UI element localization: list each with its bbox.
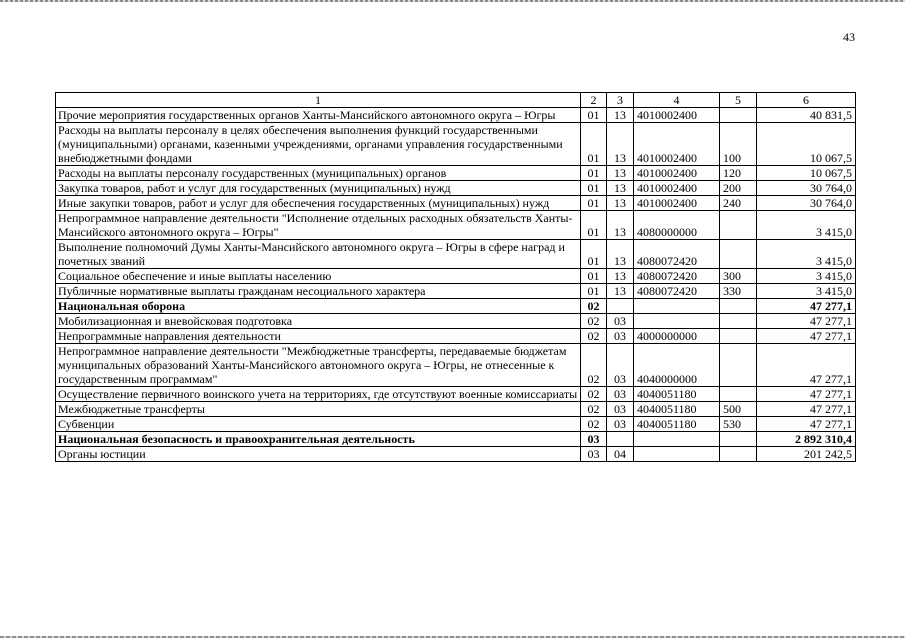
cell-target-article	[634, 447, 720, 462]
table-row	[56, 417, 856, 432]
cell-amount: 3 415,0	[757, 240, 856, 269]
cell-target-article	[634, 432, 720, 447]
cell-expense-type: 240	[720, 196, 757, 211]
table-row	[56, 108, 856, 123]
cell-section: 02	[581, 417, 607, 432]
cell-name: Непрограммное направление деятельности "Исполнение отдельных расходных обязательств Ханты-Мансийского автономного округа – Югры"	[56, 211, 581, 240]
cell-amount: 40 831,5	[757, 108, 856, 123]
cell-name: Иные закупки товаров, работ и услуг для обеспечения государственных (муниципальных) нужд	[56, 196, 581, 211]
cell-name: Субвенции	[56, 417, 581, 432]
cell-section: 02	[581, 402, 607, 417]
cell-expense-type: 200	[720, 181, 757, 196]
column-header: 1	[56, 93, 581, 108]
cell-expense-type: 300	[720, 269, 757, 284]
cell-name: Социальное обеспечение и иные выплаты населению	[56, 269, 581, 284]
cell-target-article: 4040051180	[634, 417, 720, 432]
cell-name: Прочие мероприятия государственных органов Ханты-Мансийского автономного округа – Югры	[56, 108, 581, 123]
cell-expense-type	[720, 387, 757, 402]
cell-amount: 30 764,0	[757, 196, 856, 211]
cell-section: 02	[581, 344, 607, 387]
cell-target-article: 4040000000	[634, 344, 720, 387]
cell-expense-type	[720, 240, 757, 269]
cell-target-article: 4040051180	[634, 387, 720, 402]
cell-section: 01	[581, 108, 607, 123]
cell-subsection: 03	[607, 344, 634, 387]
cell-subsection: 03	[607, 417, 634, 432]
table-row	[56, 432, 856, 447]
cell-target-article: 4080072420	[634, 284, 720, 299]
cell-amount: 3 415,0	[757, 284, 856, 299]
cell-expense-type: 100	[720, 123, 757, 166]
cell-target-article	[634, 299, 720, 314]
cell-target-article: 4010002400	[634, 181, 720, 196]
column-header: 3	[607, 93, 634, 108]
cell-target-article: 4010002400	[634, 166, 720, 181]
cell-expense-type	[720, 432, 757, 447]
cell-target-article: 4010002400	[634, 108, 720, 123]
table-row	[56, 181, 856, 196]
column-header: 6	[757, 93, 856, 108]
cell-section: 01	[581, 166, 607, 181]
cell-expense-type: 530	[720, 417, 757, 432]
cell-amount: 47 277,1	[757, 417, 856, 432]
cell-name: Осуществление первичного воинского учета на территориях, где отсутствуют военные комиссариаты	[56, 387, 581, 402]
cell-name: Органы юстиции	[56, 447, 581, 462]
cell-subsection: 03	[607, 314, 634, 329]
cell-subsection: 03	[607, 329, 634, 344]
cell-amount: 3 415,0	[757, 211, 856, 240]
cell-subsection: 13	[607, 284, 634, 299]
table-row	[56, 211, 856, 240]
cell-target-article: 4010002400	[634, 123, 720, 166]
cell-expense-type	[720, 344, 757, 387]
table-row	[56, 166, 856, 181]
table-row	[56, 314, 856, 329]
cell-subsection: 13	[607, 269, 634, 284]
cell-expense-type: 120	[720, 166, 757, 181]
cell-expense-type: 500	[720, 402, 757, 417]
column-header: 5	[720, 93, 757, 108]
cell-name: Непрограммное направление деятельности "Межбюджетные трансферты, передаваемые бюджетам муниципальных образований Ханты-Мансийского автономного округа – Югры, не отнесенные к государственным программам"	[56, 344, 581, 387]
cell-name: Межбюджетные трансферты	[56, 402, 581, 417]
cell-name: Закупка товаров, работ и услуг для государственных (муниципальных) нужд	[56, 181, 581, 196]
table-row	[56, 269, 856, 284]
cell-section: 01	[581, 269, 607, 284]
cell-section: 01	[581, 181, 607, 196]
cell-amount: 47 277,1	[757, 329, 856, 344]
cell-target-article: 4000000000	[634, 329, 720, 344]
cell-target-article: 4080072420	[634, 269, 720, 284]
table-row	[56, 284, 856, 299]
cell-expense-type	[720, 211, 757, 240]
cell-expense-type	[720, 329, 757, 344]
cell-amount: 30 764,0	[757, 181, 856, 196]
cell-section: 01	[581, 284, 607, 299]
cell-subsection: 13	[607, 181, 634, 196]
cell-expense-type	[720, 299, 757, 314]
cell-amount: 47 277,1	[757, 344, 856, 387]
cell-subsection: 13	[607, 123, 634, 166]
cell-amount: 2 892 310,4	[757, 432, 856, 447]
cell-amount: 10 067,5	[757, 166, 856, 181]
cell-amount: 47 277,1	[757, 299, 856, 314]
table-row	[56, 196, 856, 211]
cell-subsection: 13	[607, 196, 634, 211]
budget-table	[55, 92, 856, 462]
table-row	[56, 299, 856, 314]
cell-name: Расходы на выплаты персоналу в целях обеспечения выполнения функций государственными (муниципальными) органами, казенными учреждениями, органами управления государственными внебюджетными фондами	[56, 123, 581, 166]
cell-target-article	[634, 314, 720, 329]
table-row	[56, 240, 856, 269]
page-number: 43	[843, 30, 855, 44]
table-row	[56, 387, 856, 402]
scan-edge-bottom	[0, 636, 905, 638]
cell-section: 02	[581, 329, 607, 344]
cell-target-article: 4040051180	[634, 402, 720, 417]
table-row	[56, 123, 856, 166]
cell-expense-type	[720, 108, 757, 123]
cell-amount: 3 415,0	[757, 269, 856, 284]
cell-section: 01	[581, 211, 607, 240]
cell-section: 02	[581, 387, 607, 402]
cell-section: 02	[581, 299, 607, 314]
cell-target-article: 4010002400	[634, 196, 720, 211]
cell-section: 01	[581, 123, 607, 166]
cell-section: 01	[581, 196, 607, 211]
cell-expense-type	[720, 314, 757, 329]
column-header: 2	[581, 93, 607, 108]
cell-name: Национальная безопасность и правоохранительная деятельность	[56, 432, 581, 447]
table-row	[56, 447, 856, 462]
cell-amount: 47 277,1	[757, 387, 856, 402]
cell-subsection: 13	[607, 108, 634, 123]
scan-edge-top	[0, 0, 905, 2]
cell-name: Выполнение полномочий Думы Ханты-Мансийского автономного округа – Югры в сфере наград и почетных званий	[56, 240, 581, 269]
cell-name: Национальная оборона	[56, 299, 581, 314]
table-row	[56, 344, 856, 387]
cell-subsection: 13	[607, 166, 634, 181]
table-row	[56, 329, 856, 344]
cell-section: 01	[581, 240, 607, 269]
cell-amount: 47 277,1	[757, 314, 856, 329]
cell-section: 03	[581, 447, 607, 462]
cell-name: Мобилизационная и вневойсковая подготовка	[56, 314, 581, 329]
cell-name: Непрограммные направления деятельности	[56, 329, 581, 344]
cell-amount: 47 277,1	[757, 402, 856, 417]
cell-subsection	[607, 299, 634, 314]
table-row	[56, 402, 856, 417]
cell-target-article: 4080000000	[634, 211, 720, 240]
cell-subsection: 04	[607, 447, 634, 462]
cell-expense-type: 330	[720, 284, 757, 299]
cell-section: 02	[581, 314, 607, 329]
column-header: 4	[634, 93, 720, 108]
cell-amount: 201 242,5	[757, 447, 856, 462]
cell-name: Расходы на выплаты персоналу государственных (муниципальных) органов	[56, 166, 581, 181]
cell-expense-type	[720, 447, 757, 462]
cell-subsection: 03	[607, 387, 634, 402]
cell-subsection: 03	[607, 402, 634, 417]
cell-target-article: 4080072420	[634, 240, 720, 269]
cell-amount: 10 067,5	[757, 123, 856, 166]
cell-section: 03	[581, 432, 607, 447]
cell-subsection: 13	[607, 240, 634, 269]
table-body	[56, 108, 856, 462]
cell-name: Публичные нормативные выплаты гражданам несоциального характера	[56, 284, 581, 299]
table-header-row	[56, 93, 856, 108]
cell-subsection	[607, 432, 634, 447]
cell-subsection: 13	[607, 211, 634, 240]
